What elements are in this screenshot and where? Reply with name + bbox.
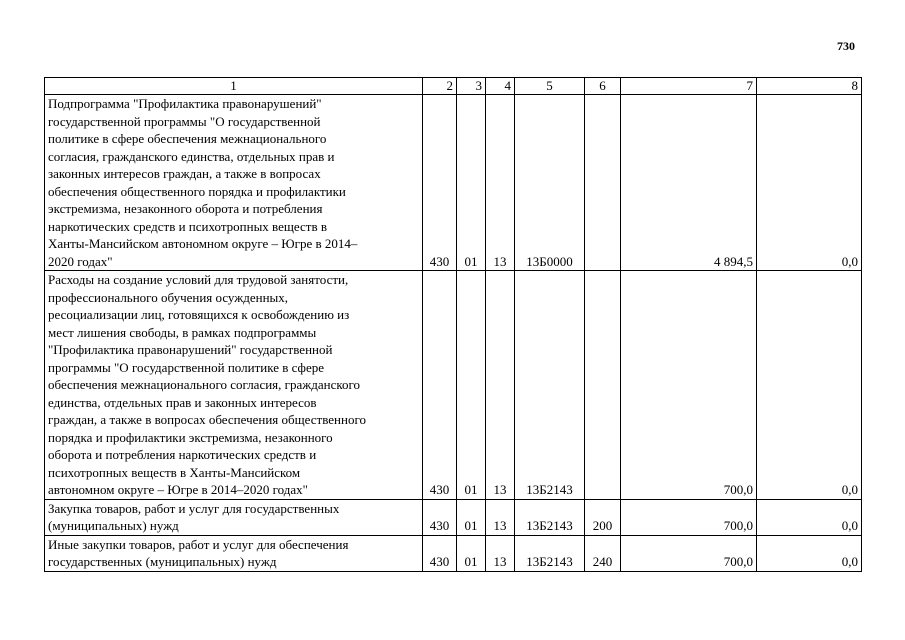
cell-target-article: 13Б2143 [515,499,585,535]
column-header: 2 [423,78,457,95]
cell-ministry-code: 430 [423,271,457,500]
cell-subsection: 13 [486,271,515,500]
cell-amount: 4 894,5 [621,95,757,271]
cell-target-article: 13Б2143 [515,271,585,500]
page-number: 730 [837,39,855,53]
cell-expense-type: 240 [585,535,621,571]
column-header: 8 [757,78,862,95]
cell-expense-type [585,271,621,500]
cell-section: 01 [457,271,486,500]
cell-ministry-code: 430 [423,499,457,535]
cell-subsection: 13 [486,95,515,271]
cell-ministry-code: 430 [423,95,457,271]
cell-expense-type [585,95,621,271]
cell-amount-secondary: 0,0 [757,95,862,271]
table-header-row [45,78,862,95]
cell-amount: 700,0 [621,535,757,571]
cell-amount-secondary: 0,0 [757,271,862,500]
cell-amount: 700,0 [621,499,757,535]
budget-table [44,77,862,572]
cell-subsection: 13 [486,535,515,571]
cell-amount-secondary: 0,0 [757,499,862,535]
cell-section: 01 [457,535,486,571]
table-row [45,535,862,571]
table-row [45,499,862,535]
cell-amount: 700,0 [621,271,757,500]
column-header: 7 [621,78,757,95]
table-row [45,271,862,500]
cell-expense-type: 200 [585,499,621,535]
column-header: 5 [515,78,585,95]
table-row [45,95,862,271]
cell-section: 01 [457,499,486,535]
cell-target-article: 13Б2143 [515,535,585,571]
row-description: Подпрограмма "Профилактика правонарушений" государственной программы "О государственной политике в сфере обеспечения межнационального согласия, гражданского единства, отдельных прав и законных интересов граждан, а также в вопросах обеспечения общественного порядка и профилактики экстремизма, незаконного оборота и потребления наркотических средств и психотропных веществ в Ханты-Мансийском автономном округе – Югре в 2014– 2020 годах" [45,95,423,271]
row-description: Закупка товаров, работ и услуг для государственных (муниципальных) нужд [45,499,423,535]
column-header: 6 [585,78,621,95]
cell-subsection: 13 [486,499,515,535]
row-description: Иные закупки товаров, работ и услуг для обеспечения государственных (муниципальных) нужд [45,535,423,571]
row-description: Расходы на создание условий для трудовой занятости, профессионального обучения осужденных, ресоциализации лиц, готовящихся к освобождению из мест лишения свободы, в рамках подпрограммы "Профилактика правонарушений" государственной программы "О государственной политике в сфере обеспечения межнационального согласия, гражданского единства, отдельных прав и законных интересов граждан, а также в вопросах обеспечения общественного порядка и профилактики экстремизма, незаконного оборота и потребления наркотических средств и психотропных веществ в Ханты-Мансийском автономном округе – Югре в 2014–2020 годах" [45,271,423,500]
column-header: 1 [45,78,423,95]
cell-ministry-code: 430 [423,535,457,571]
cell-target-article: 13Б0000 [515,95,585,271]
cell-section: 01 [457,95,486,271]
cell-amount-secondary: 0,0 [757,535,862,571]
column-header: 4 [486,78,515,95]
column-header: 3 [457,78,486,95]
